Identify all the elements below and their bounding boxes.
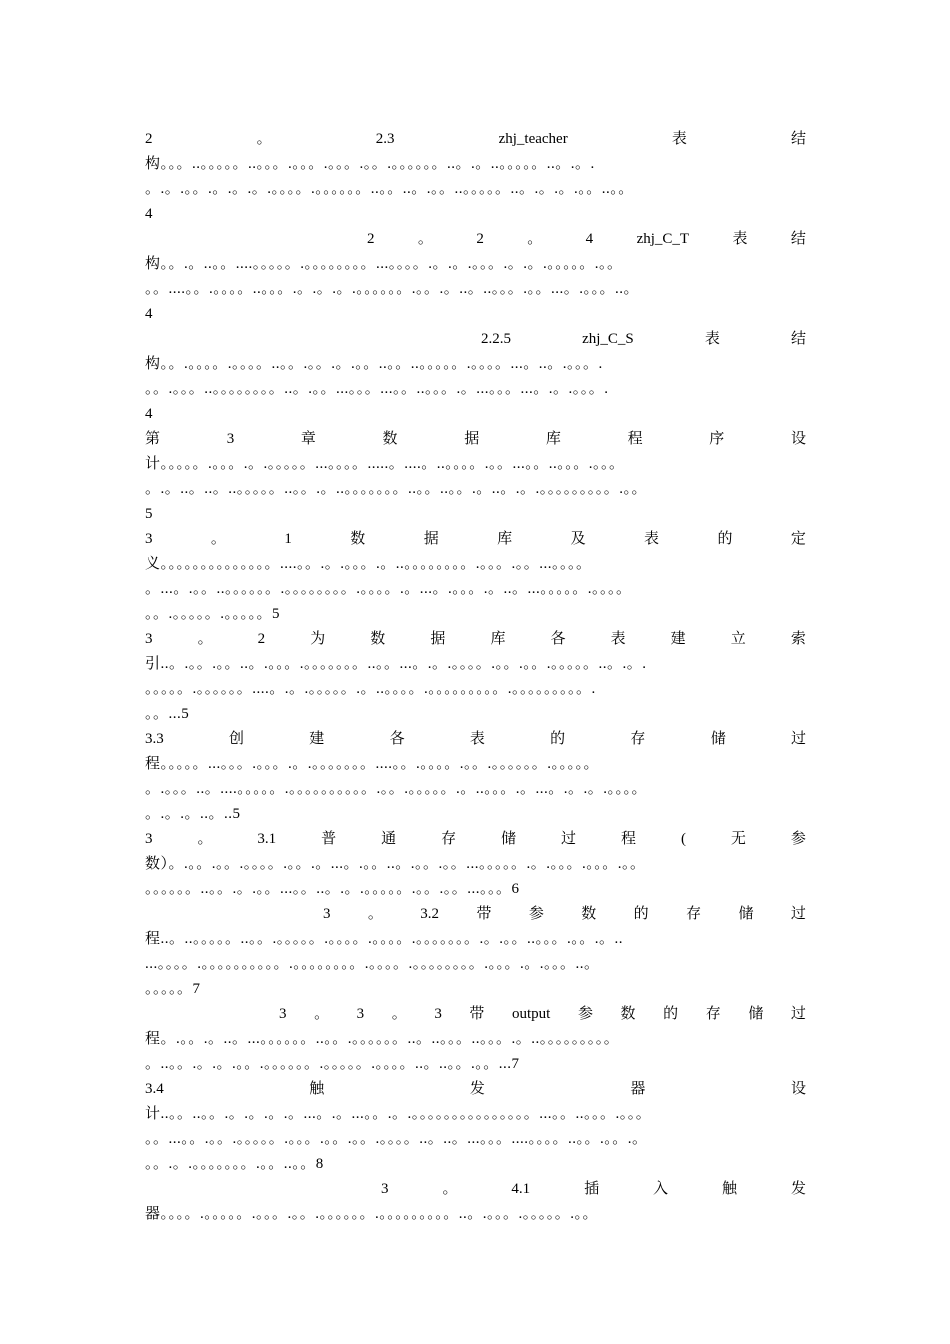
table-of-contents: [145, 127, 806, 1227]
heading-part: 。: [256, 131, 272, 147]
heading-part: zhj_C_T: [636, 231, 690, 247]
heading-part: 表: [469, 731, 485, 747]
heading-part: 设: [790, 431, 806, 447]
toc-entry-heading: [145, 1077, 806, 1102]
toc-entry-heading: [145, 727, 806, 752]
heading-part: 存: [686, 906, 702, 922]
heading-part: zhj_C_S: [582, 331, 634, 347]
heading-part: 2: [476, 231, 484, 247]
toc-leader-line: 。.。。。..。....。。。。。.。。。。。。。。。。.。。.。。。。。.。..。。。.。...。.。.。.。。。。: [145, 781, 648, 797]
toc-leader-line: 。...。.。。..。。。。。。.。。。。。。。。.。。。。.。...。.。。。.。..。...。。。。。.。。。。: [145, 581, 632, 597]
heading-part: 3.4: [145, 1081, 164, 1097]
heading-part: 2.3: [375, 131, 395, 147]
heading-part: 触: [309, 1081, 325, 1097]
toc-page-number: 4: [145, 406, 153, 422]
heading-part: 插: [584, 1181, 600, 1197]
heading-part: 普: [321, 831, 337, 847]
heading-part: 的: [633, 906, 649, 922]
heading-part: 3.2: [420, 906, 440, 922]
heading-part: 。: [527, 231, 543, 247]
heading-part: 据: [423, 531, 439, 547]
heading-part: 通: [381, 831, 397, 847]
heading-part: 库: [545, 431, 561, 447]
heading-part: 的: [550, 731, 566, 747]
heading-part: 入: [653, 1181, 669, 1197]
heading-part: 。: [367, 906, 383, 922]
toc-entry-heading: [145, 527, 806, 552]
heading-part: 序: [709, 431, 725, 447]
heading-part: 各: [389, 731, 405, 747]
heading-part: 储: [501, 831, 517, 847]
heading-part: output: [512, 1006, 551, 1022]
toc-leader-line: 构。。.。。。。.。。。。..。。.。。.。.。。..。。..。。。。。.。。。。...。..。.。。。.: [145, 356, 603, 372]
heading-part: 带: [476, 906, 492, 922]
heading-part: 建: [670, 631, 686, 647]
toc-leader-line: 构。。。..。。。。。..。。。.。。。.。。。.。。.。。。。。。..。.。..。。。。。..。.。.: [145, 156, 595, 172]
toc-leader-line: 。..。。.。.。.。。.。。。。。。.。。。。。.。。。。..。..。。.。。...7: [145, 1056, 520, 1072]
toc-leader-line: 引..。.。。.。。..。.。。。.。。。。。。。..。。...。.。.。。。。.。。.。。.。。。。。..。.。.: [145, 656, 647, 672]
heading-part: 。: [391, 1006, 407, 1022]
toc-leader-line: 。。.。。。。。.。。。。。5: [145, 606, 281, 622]
heading-part: 3: [434, 1006, 442, 1022]
heading-part: 参: [577, 1006, 593, 1022]
heading-part: 带: [469, 1006, 485, 1022]
heading-part: 存: [630, 731, 646, 747]
heading-part: 器: [630, 1081, 646, 1097]
heading-part: 储: [748, 1006, 764, 1022]
heading-part: 3: [145, 531, 153, 547]
heading-part: 3: [323, 906, 331, 922]
toc-page-number: 4: [145, 306, 153, 322]
heading-part: 发: [469, 1081, 485, 1097]
toc-leader-line: 程..。..。。。。。..。。.。。。。。.。。。。.。。。。.。。。。。。。.。.。。..。。。.。。.。..: [145, 931, 624, 947]
heading-part: 据: [464, 431, 480, 447]
toc-leader-line: 器。。。。.。。。。。.。。。.。。.。。。。。。.。。。。。。。。。..。.。。。.。。。。。.。。: [145, 1206, 599, 1222]
heading-part: 过: [790, 731, 806, 747]
heading-part: 库: [497, 531, 513, 547]
heading-part: 过: [561, 831, 577, 847]
toc-page-number: 5: [145, 506, 153, 522]
heading-part: 结: [790, 331, 806, 347]
toc-entry-heading: [145, 902, 806, 927]
heading-part: 及: [570, 531, 586, 547]
heading-part: 3.3: [145, 731, 164, 747]
toc-leader-line: 。。....。。.。。。。..。。。.。.。.。.。。。。。。.。。.。..。..。。。.。。...。.。。。..。: [145, 281, 640, 297]
heading-part: 表: [704, 331, 720, 347]
toc-leader-line: 程。.。。.。..。...。。。。。。..。。.。。。。。。..。..。。。..。。。.。..。。。。。。。。。: [145, 1031, 620, 1047]
heading-part: 数: [581, 906, 597, 922]
toc-leader-line: 。.。.。。.。.。.。.。。。。.。。。。。。..。。..。.。。..。。。。。..。.。.。.。。..。。: [145, 181, 634, 197]
heading-part: 设: [790, 1081, 806, 1097]
toc-leader-line: 。。。。。7: [145, 981, 201, 997]
toc-leader-line: 构。。.。..。。....。。。。。.。。。。。。。。...。。。。.。.。.。。。.。.。.。。。。。.。。: [145, 256, 623, 272]
toc-entry-heading: [145, 227, 806, 252]
heading-part: 索: [790, 631, 806, 647]
heading-part: 无: [730, 831, 746, 847]
heading-part: 据: [430, 631, 446, 647]
toc-leader-line: 数）。.。。.。。.。。。。.。。.。...。.。。..。.。。.。。...。。。。。.。.。。。.。。。.。。: [145, 856, 646, 872]
heading-part: 的: [663, 1006, 679, 1022]
heading-part: 程: [627, 431, 643, 447]
toc-leader-line: 。.。..。..。..。。。。。..。。.。..。。。。。。。..。。..。。.。..。.。.。。。。。。。。。.。。: [145, 481, 648, 497]
toc-entry-heading: [145, 427, 806, 452]
toc-leader-line: 。。.。.。。。。。。。.。。..。。8: [145, 1156, 324, 1172]
heading-part: 数: [350, 531, 366, 547]
toc-entry-heading: [145, 127, 806, 152]
heading-part: 4: [585, 231, 594, 247]
heading-part: 3: [226, 431, 235, 447]
heading-part: 储: [738, 906, 754, 922]
heading-part: 2: [367, 231, 375, 247]
heading-part: 3: [381, 1181, 389, 1197]
heading-part: 第: [145, 431, 161, 447]
heading-part: 。: [210, 531, 226, 547]
heading-part: 表: [671, 131, 687, 147]
heading-part: 各: [550, 631, 566, 647]
heading-part: 章: [300, 431, 316, 447]
heading-part: 。: [442, 1181, 458, 1197]
toc-leader-line: ...。。。。.。。。。。。。。。。.。。。。。。。。.。。。。.。。。。。。。。.。。。.。.。。。..。: [145, 956, 600, 972]
heading-part: 发: [790, 1181, 806, 1197]
heading-part: 存: [441, 831, 457, 847]
heading-part: 过: [790, 1006, 806, 1022]
heading-part: 过: [790, 906, 806, 922]
heading-part: 3: [145, 831, 153, 847]
heading-part: 表: [610, 631, 626, 647]
heading-part: 立: [730, 631, 746, 647]
heading-part: 。: [197, 831, 213, 847]
toc-leader-line: 。。。。。。..。。.。.。。...。。..。.。.。。。。。.。。.。。...。。。6: [145, 881, 520, 897]
toc-entry-heading: [145, 1177, 806, 1202]
heading-part: 3: [279, 1006, 287, 1022]
toc-leader-line: 。。...5: [145, 706, 190, 722]
toc-leader-line: 。.。.。..。..5: [145, 806, 241, 822]
heading-part: 定: [790, 531, 806, 547]
heading-part: 4.1: [511, 1181, 531, 1197]
heading-part: 。: [197, 631, 213, 647]
toc-entry-heading: [145, 827, 806, 852]
heading-part: 建: [309, 731, 325, 747]
heading-part: 数: [382, 431, 398, 447]
heading-part: 参: [790, 831, 806, 847]
heading-part: 数: [370, 631, 386, 647]
toc-leader-line: 。。.。。。..。。。。。。。。..。.。。...。。。...。。..。。。.。...。。。...。.。.。。。.: [145, 381, 609, 397]
heading-part: 2: [145, 131, 153, 147]
toc-leader-line: 计。。。。。.。。。.。.。。。。。...。。。。.....。....。..。。。。.。。...。。..。。。.。。。: [145, 456, 625, 472]
heading-part: 。: [417, 231, 433, 247]
toc-entry-heading: [145, 327, 806, 352]
heading-part: 储: [710, 731, 726, 747]
heading-part: 3: [356, 1006, 365, 1022]
heading-part: 触: [721, 1181, 737, 1197]
toc-leader-line: 义。。。。。。。。。。。。。。....。。.。.。。。.。..。。。。。。。。.。。。.。。...。。。。: [145, 556, 592, 572]
heading-part: 3: [145, 631, 153, 647]
toc-page-number: 4: [145, 206, 153, 222]
heading-part: 1: [284, 531, 292, 547]
heading-part: 表: [644, 531, 660, 547]
toc-leader-line: 计..。。..。。.。.。.。.。...。.。...。。.。.。。。。。。。。。。。。。。。...。。..。。。.。。。: [145, 1106, 652, 1122]
toc-entry-heading: [145, 1002, 806, 1027]
heading-part: 表: [732, 231, 748, 247]
toc-leader-line: 程。。。。。...。。。.。。。.。.。。。。。。。....。。.。。。。.。。.。。。。。。.。。。。。: [145, 756, 600, 772]
heading-part: 3.1: [257, 831, 277, 847]
heading-part: 结: [790, 231, 806, 247]
heading-part: 2.2.5: [481, 331, 511, 347]
heading-part: 为: [310, 631, 326, 647]
heading-part: 创: [229, 731, 245, 747]
heading-part: 库: [490, 631, 506, 647]
heading-part: 存: [705, 1006, 721, 1022]
heading-part: (: [680, 831, 686, 847]
heading-part: 数: [620, 1006, 636, 1022]
heading-part: 2: [257, 631, 266, 647]
toc-entry-heading: [145, 627, 806, 652]
heading-part: 结: [790, 131, 806, 147]
toc-leader-line: 。。...。。.。。.。。。。。.。。。.。。.。。.。。。。..。..。...。。。....。。。。..。。.。。.。: [145, 1131, 648, 1147]
heading-part: 参: [528, 906, 544, 922]
toc-leader-line: 。。。。。.。。。。。。....。.。.。。。。。.。..。。。。.。。。。。。。。。.。。。。。。。。。.: [145, 681, 596, 697]
heading-part: 。: [314, 1006, 330, 1022]
heading-part: 程: [620, 831, 636, 847]
heading-part: zhj_teacher: [498, 131, 568, 147]
heading-part: 的: [717, 531, 733, 547]
